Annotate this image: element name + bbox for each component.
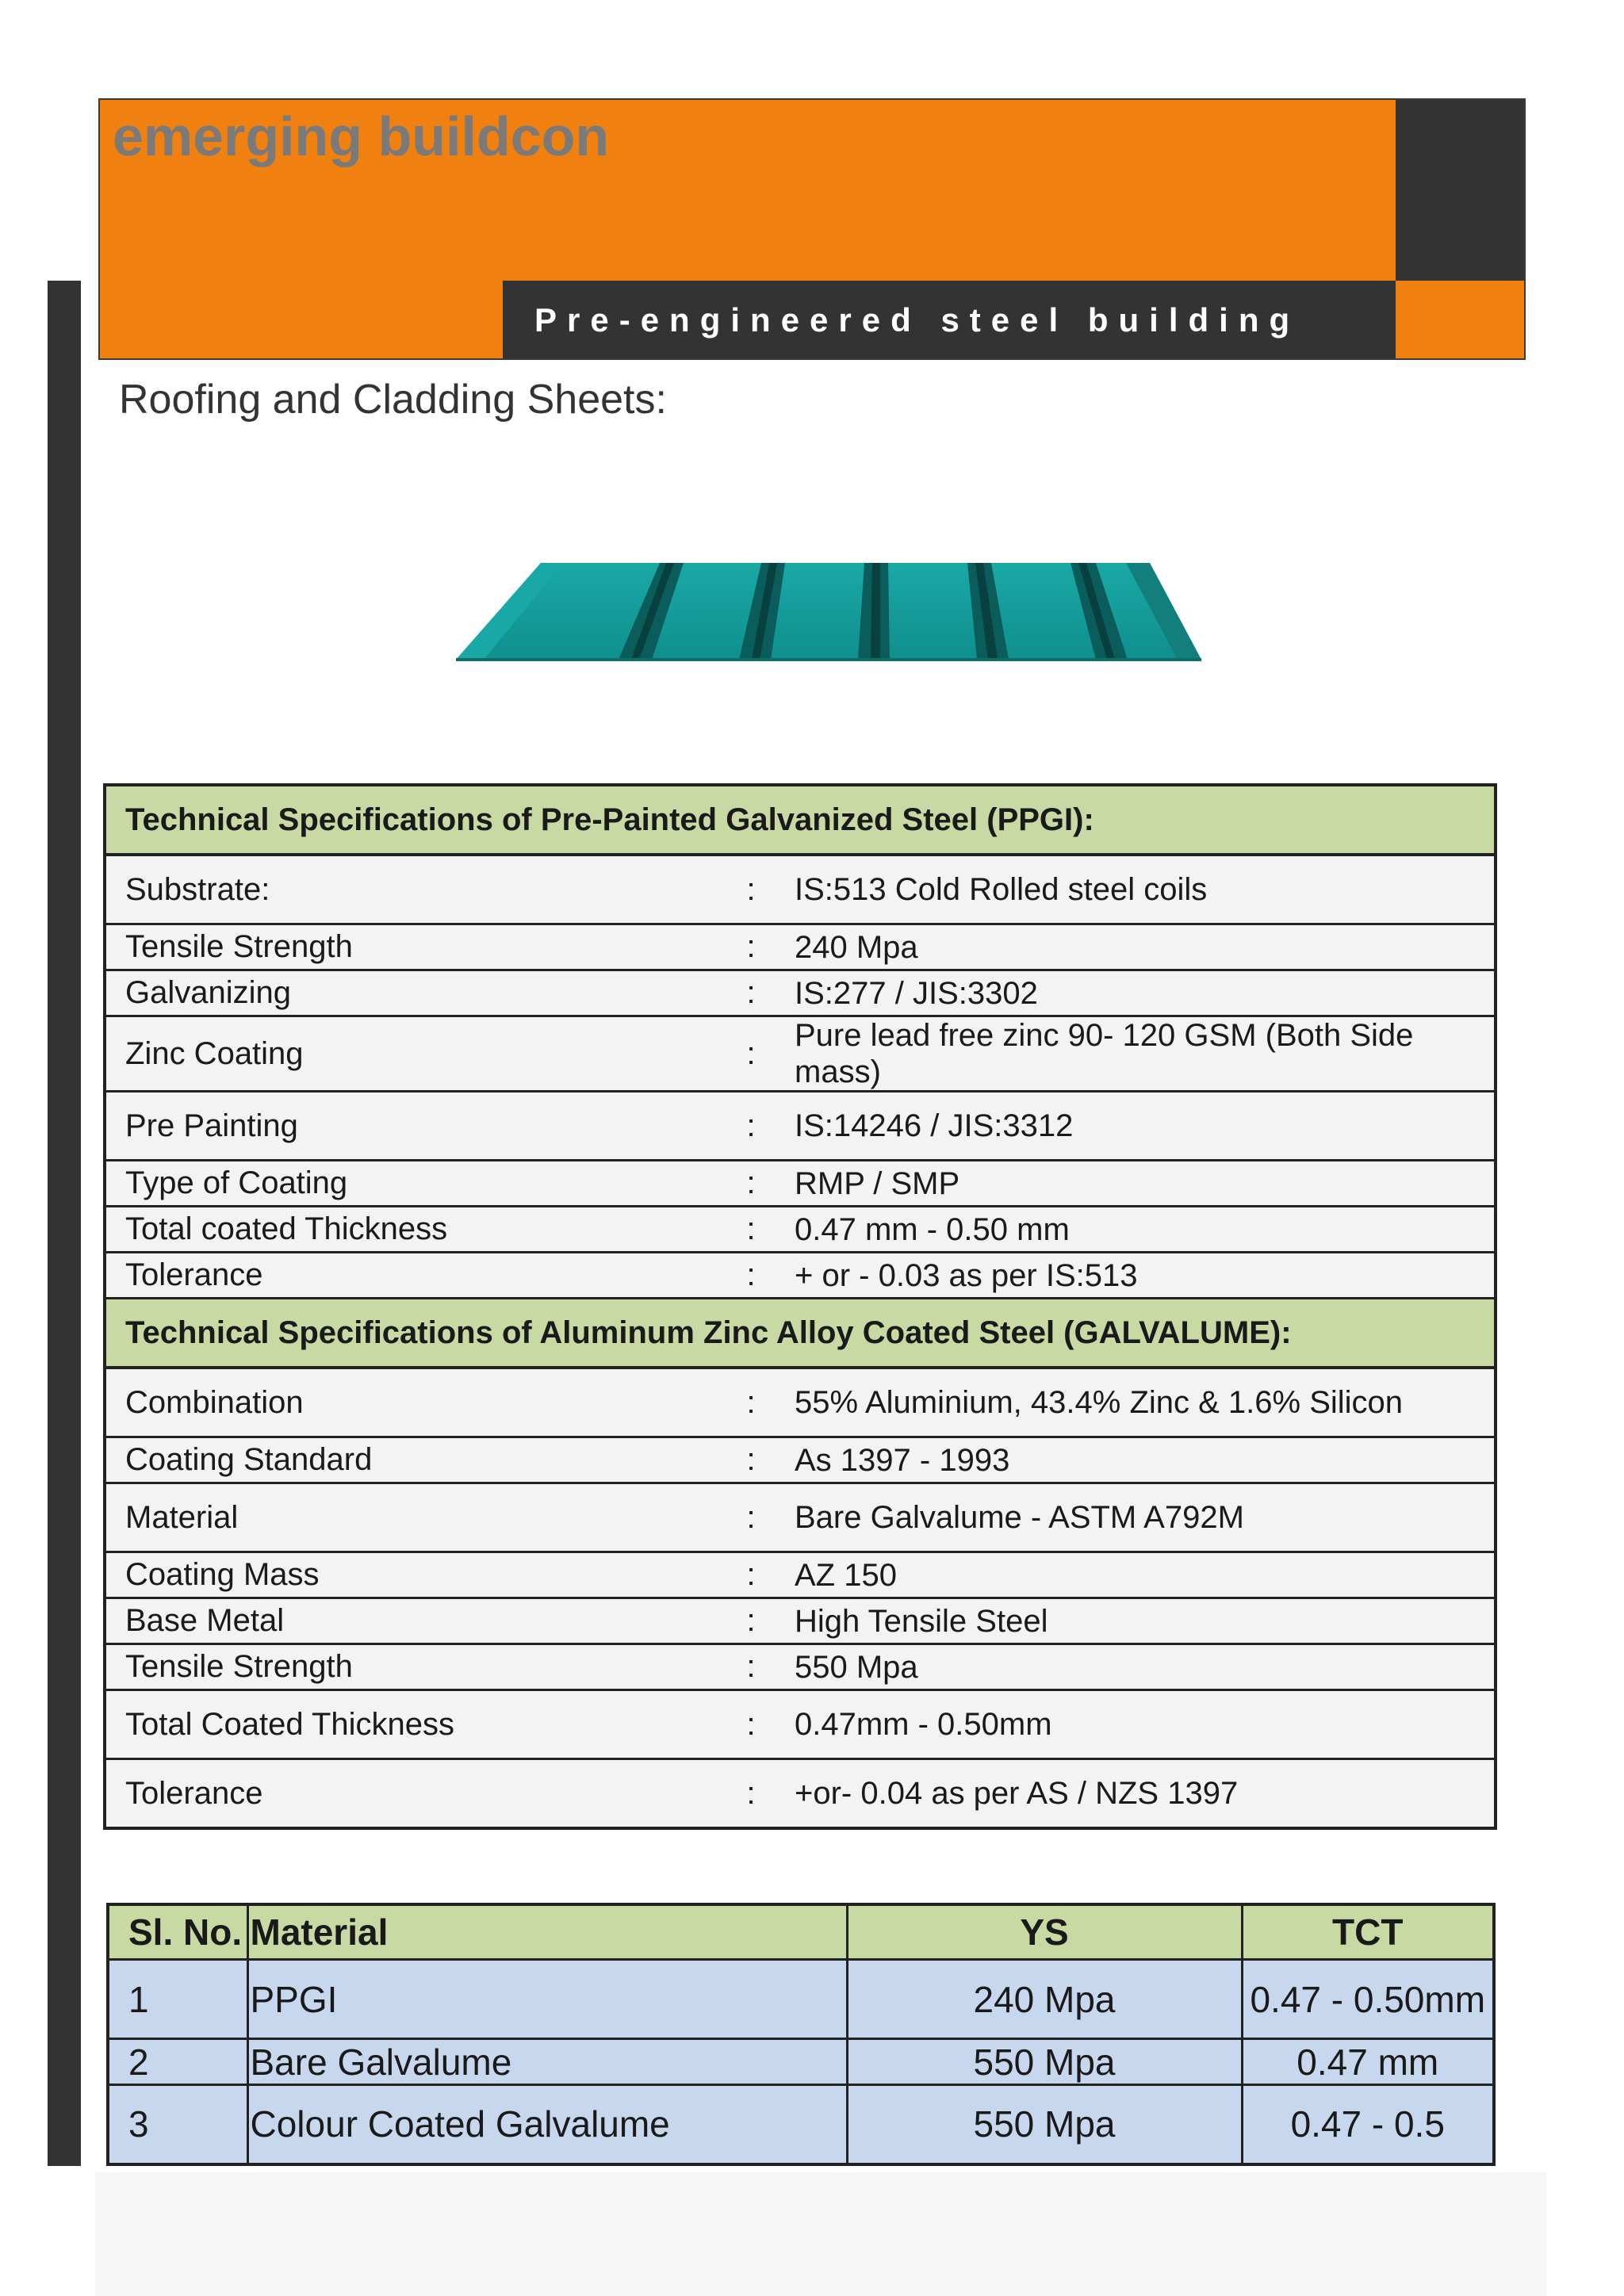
spec-label: Substrate: bbox=[105, 855, 731, 924]
spec-label: Tensile Strength bbox=[105, 924, 731, 970]
spec-value: IS:14246 / JIS:3312 bbox=[771, 1092, 1496, 1161]
spec-value: 240 Mpa bbox=[771, 924, 1496, 970]
spec-label: Base Metal bbox=[105, 1598, 731, 1644]
cell-material: PPGI bbox=[247, 1960, 847, 2039]
tagline: Pre-engineered steel building bbox=[534, 301, 1300, 339]
section-header-ppgi bbox=[105, 785, 1496, 855]
spec-separator: : bbox=[731, 1644, 771, 1690]
spec-value: 55% Aluminium, 43.4% Zinc & 1.6% Silicon bbox=[771, 1368, 1496, 1437]
spec-separator: : bbox=[731, 1207, 771, 1253]
col-header-ys: YS bbox=[847, 1904, 1242, 1960]
spec-value: AZ 150 bbox=[771, 1552, 1496, 1598]
col-header-sl-no: Sl. No. bbox=[108, 1904, 247, 1960]
summary-header-row bbox=[108, 1904, 1494, 1960]
spec-row bbox=[105, 855, 1496, 924]
cell-material: Bare Galvalume bbox=[247, 2039, 847, 2085]
spec-row bbox=[105, 1207, 1496, 1253]
cell-ys: 550 Mpa bbox=[847, 2039, 1242, 2085]
spec-label: Tolerance bbox=[105, 1759, 731, 1829]
spec-label: Coating Standard bbox=[105, 1437, 731, 1483]
roofing-sheet-image bbox=[452, 555, 1205, 666]
spec-label: Galvanizing bbox=[105, 970, 731, 1016]
cell-tct: 0.47 mm bbox=[1242, 2039, 1494, 2085]
section-title: Technical Specifications of Aluminum Zinc Alloy Coated Steel (GALVALUME): bbox=[105, 1299, 1496, 1368]
spec-row bbox=[105, 1092, 1496, 1161]
spec-separator: : bbox=[731, 1552, 771, 1598]
spec-separator: : bbox=[731, 1092, 771, 1161]
header-orange-block bbox=[1396, 281, 1526, 360]
spec-label: Tensile Strength bbox=[105, 1644, 731, 1690]
spec-label: Zinc Coating bbox=[105, 1016, 731, 1092]
spec-separator: : bbox=[731, 855, 771, 924]
spec-row bbox=[105, 1016, 1496, 1092]
tagline-bar bbox=[503, 281, 1396, 360]
spec-separator: : bbox=[731, 924, 771, 970]
spec-label: Total Coated Thickness bbox=[105, 1690, 731, 1759]
left-accent-bar bbox=[48, 281, 81, 2166]
spec-row bbox=[105, 1483, 1496, 1552]
cell-sl-no: 1 bbox=[108, 1960, 247, 2039]
spec-value: + or - 0.03 as per IS:513 bbox=[771, 1253, 1496, 1299]
spec-separator: : bbox=[731, 1759, 771, 1829]
table-row bbox=[108, 2039, 1494, 2085]
spec-value: High Tensile Steel bbox=[771, 1598, 1496, 1644]
footer-shade bbox=[95, 2172, 1546, 2296]
spec-value: IS:513 Cold Rolled steel coils bbox=[771, 855, 1496, 924]
cell-sl-no: 3 bbox=[108, 2085, 247, 2164]
spec-separator: : bbox=[731, 1437, 771, 1483]
spec-separator: : bbox=[731, 1253, 771, 1299]
cell-ys: 240 Mpa bbox=[847, 1960, 1242, 2039]
spec-row bbox=[105, 1552, 1496, 1598]
table-row bbox=[108, 2085, 1494, 2164]
spec-row bbox=[105, 1598, 1496, 1644]
spec-value: 0.47 mm - 0.50 mm bbox=[771, 1207, 1496, 1253]
spec-label: Total coated Thickness bbox=[105, 1207, 731, 1253]
summary-table bbox=[106, 1903, 1496, 2166]
spec-value: 0.47mm - 0.50mm bbox=[771, 1690, 1496, 1759]
cell-sl-no: 2 bbox=[108, 2039, 247, 2085]
spec-row bbox=[105, 1253, 1496, 1299]
spec-separator: : bbox=[731, 1483, 771, 1552]
section-title: Technical Specifications of Pre-Painted Galvanized Steel (PPGI): bbox=[105, 785, 1496, 855]
spec-separator: : bbox=[731, 1016, 771, 1092]
spec-label: Combination bbox=[105, 1368, 731, 1437]
spec-row bbox=[105, 1368, 1496, 1437]
table-row bbox=[108, 1960, 1494, 2039]
spec-row bbox=[105, 1759, 1496, 1829]
spec-row bbox=[105, 1437, 1496, 1483]
spec-label: Coating Mass bbox=[105, 1552, 731, 1598]
spec-row bbox=[105, 1644, 1496, 1690]
spec-value: IS:277 / JIS:3302 bbox=[771, 970, 1496, 1016]
spec-row bbox=[105, 1161, 1496, 1207]
spec-value: +or- 0.04 as per AS / NZS 1397 bbox=[771, 1759, 1496, 1829]
spec-row bbox=[105, 1690, 1496, 1759]
spec-label: Type of Coating bbox=[105, 1161, 731, 1207]
spec-value: As 1397 - 1993 bbox=[771, 1437, 1496, 1483]
spec-separator: : bbox=[731, 1690, 771, 1759]
spec-row bbox=[105, 970, 1496, 1016]
spec-label: Material bbox=[105, 1483, 731, 1552]
spec-label: Tolerance bbox=[105, 1253, 731, 1299]
brand-name: emerging buildcon bbox=[113, 105, 610, 167]
spec-value: Bare Galvalume - ASTM A792M bbox=[771, 1483, 1496, 1552]
cell-tct: 0.47 - 0.50mm bbox=[1242, 1960, 1494, 2039]
col-header-tct: TCT bbox=[1242, 1904, 1494, 1960]
spec-value: RMP / SMP bbox=[771, 1161, 1496, 1207]
section-header-galvalume bbox=[105, 1299, 1496, 1368]
spec-separator: : bbox=[731, 1368, 771, 1437]
spec-value: Pure lead free zinc 90- 120 GSM (Both Side mass) bbox=[771, 1016, 1496, 1092]
page-title: Roofing and Cladding Sheets: bbox=[119, 377, 667, 423]
spec-separator: : bbox=[731, 970, 771, 1016]
header-dark-block bbox=[1396, 98, 1526, 281]
col-header-material: Material bbox=[247, 1904, 847, 1960]
cell-ys: 550 Mpa bbox=[847, 2085, 1242, 2164]
spec-separator: : bbox=[731, 1161, 771, 1207]
spec-table bbox=[103, 783, 1497, 1830]
spec-label: Pre Painting bbox=[105, 1092, 731, 1161]
cell-material: Colour Coated Galvalume bbox=[247, 2085, 847, 2164]
spec-row bbox=[105, 924, 1496, 970]
spec-separator: : bbox=[731, 1598, 771, 1644]
spec-value: 550 Mpa bbox=[771, 1644, 1496, 1690]
cell-tct: 0.47 - 0.5 bbox=[1242, 2085, 1494, 2164]
